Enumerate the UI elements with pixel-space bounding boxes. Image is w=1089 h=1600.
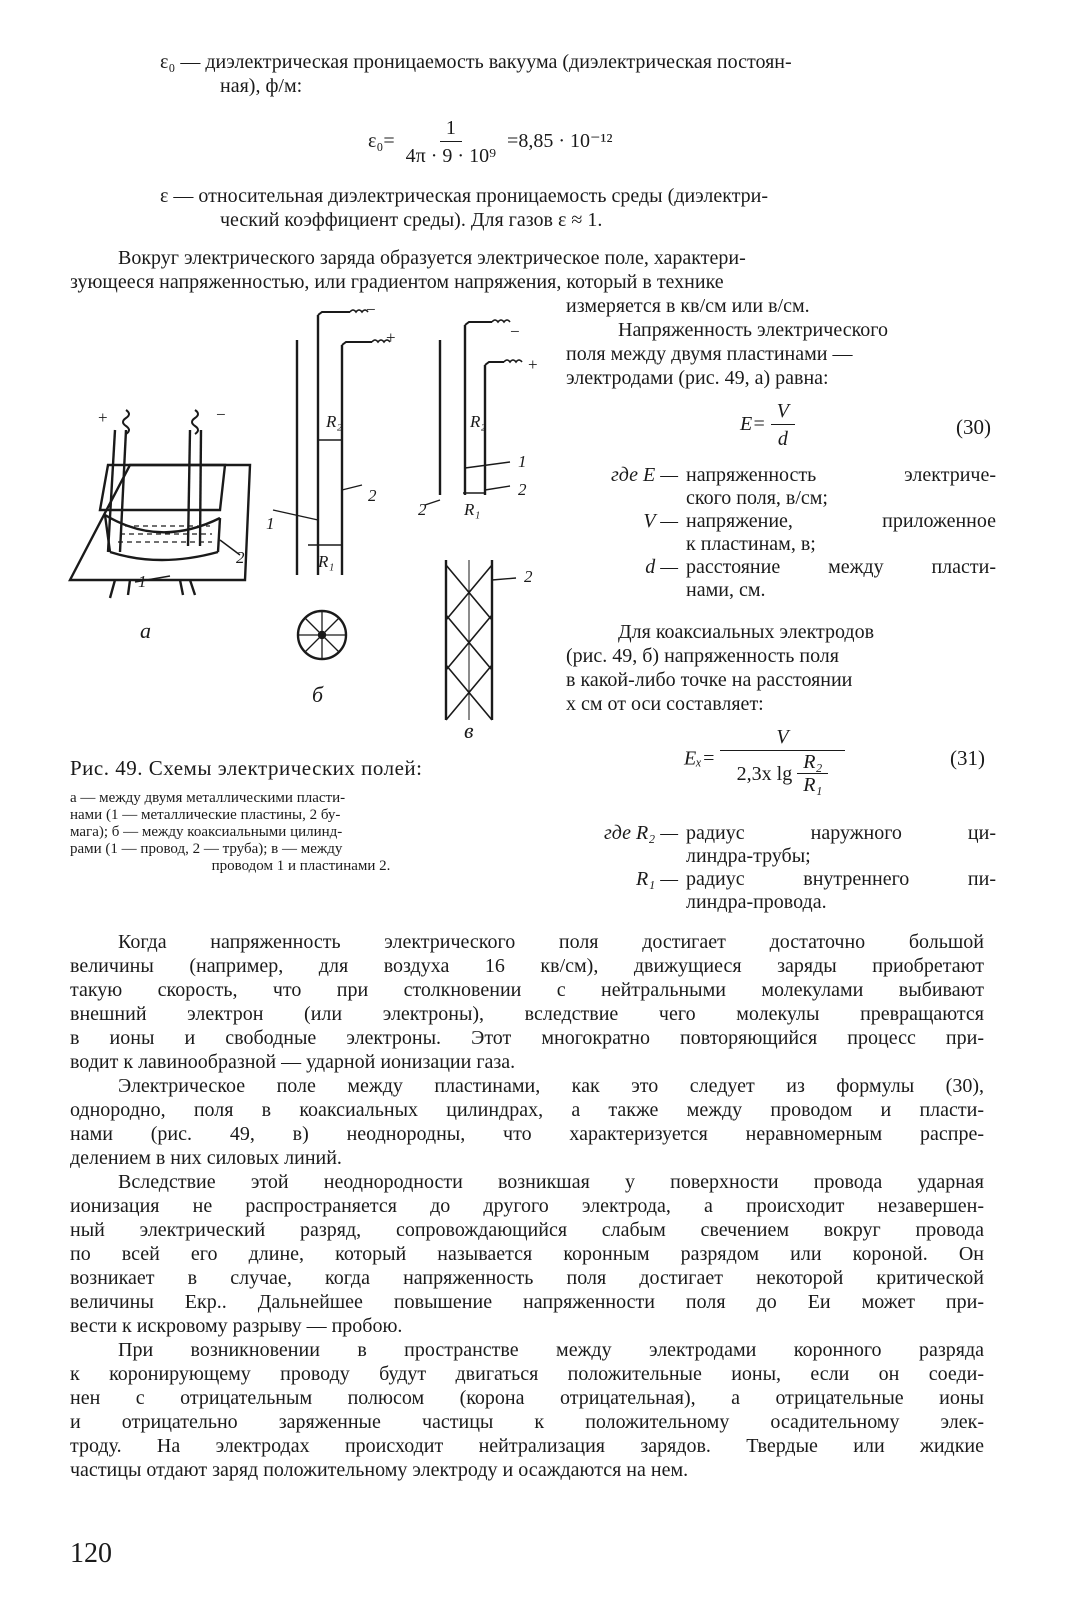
label-r1-b: R₁ bbox=[318, 552, 335, 571]
label-r2-b: R₂ bbox=[326, 412, 343, 431]
text-line: ионизация не распространяется до другого электрода, а происходит незавершен- bbox=[70, 1195, 984, 1217]
text-line: однородно, поля в коаксиальных цилиндрах, а также между проводом и пласти- bbox=[70, 1099, 984, 1121]
minus-sign: − bbox=[366, 300, 376, 319]
where-text: нами, см. bbox=[686, 579, 766, 601]
text-line: нен с отрицательным полюсом (корона отрицательная), а отрицательные ионы bbox=[70, 1387, 984, 1409]
label-2-b: 2 bbox=[368, 486, 377, 505]
text-line: в какой-либо точке на расстоянии bbox=[566, 669, 853, 691]
where-symbol: где R₂ — bbox=[604, 822, 678, 844]
where-row bbox=[566, 510, 996, 533]
body-paragraph-2 bbox=[70, 1074, 984, 1170]
figure-caption-title: Рис. 49. Схемы электрических полей: bbox=[70, 756, 423, 780]
text-line: делением в них силовых линий. bbox=[70, 1147, 342, 1169]
where-text: линдра-провода. bbox=[686, 891, 827, 913]
intro-paragraph bbox=[70, 246, 1000, 294]
where-symbol: где E — bbox=[610, 464, 678, 486]
where-row bbox=[566, 487, 996, 510]
label-1-b: 1 bbox=[266, 514, 275, 533]
text-line: возникает в случае, когда напряженность поля достигает некоторой критической bbox=[70, 1267, 984, 1289]
eps0-formula bbox=[368, 115, 613, 170]
caption-line: мага); б — между коаксиальными цилинд- bbox=[70, 824, 343, 840]
minus-sign: − bbox=[216, 405, 226, 424]
eps0-definition bbox=[160, 50, 1000, 98]
text-line: Напряженность электрического bbox=[618, 319, 888, 341]
text-line: в ионы и свободные электроны. Этот многократно повторяющийся процесс при- bbox=[70, 1027, 984, 1049]
text-line: измеряется в кв/см или в/см. bbox=[566, 295, 810, 317]
text-line: по всей его длине, который называется коронным разрядом или короной. Он bbox=[70, 1243, 984, 1265]
figure-label-a: а bbox=[140, 618, 151, 643]
text-line: внешний электрон (или электроны), вследствие чего молекулы превращаются bbox=[70, 1003, 984, 1025]
where-text: ского поля, в/см; bbox=[686, 487, 828, 509]
plus-sign: + bbox=[528, 355, 538, 374]
diagram-v-wire-plates bbox=[425, 320, 522, 720]
body-paragraph-3 bbox=[70, 1170, 984, 1338]
where-row bbox=[566, 556, 996, 579]
figure-caption-body bbox=[70, 790, 532, 875]
eps-definition bbox=[160, 184, 1000, 232]
formula-lhs: Eₓ= bbox=[684, 747, 716, 770]
figure-label-v: в bbox=[464, 718, 474, 743]
text-line: троду. На электродах происходит нейтрализация зарядов. Твердые или жидкие bbox=[70, 1435, 984, 1457]
body-paragraph-1 bbox=[70, 930, 984, 1074]
text-line: ный электрический разряд, сопровождающийся слабым свечением вокруг провода bbox=[70, 1219, 984, 1241]
numerator: V bbox=[720, 724, 844, 751]
where-text: к пластинам, в; bbox=[686, 533, 816, 555]
where-row bbox=[566, 868, 996, 891]
where-row bbox=[566, 533, 996, 556]
text-line: ε₀ — диэлектрическая проницаемость вакуума (диэлектрическая постоян- bbox=[160, 51, 792, 73]
text-line: величины (например, для воздуха 16 кв/см), движущиеся заряды приобретают bbox=[70, 955, 984, 977]
label-r1-v: R₁ bbox=[464, 500, 481, 519]
equation-number-30: (30) bbox=[956, 415, 991, 439]
where-text: радиус внутреннего пи- bbox=[686, 868, 996, 890]
label-r2-v: R₂ bbox=[470, 412, 487, 431]
minus-sign: − bbox=[510, 322, 520, 341]
caption-line: а — между двумя металлическими пласти- bbox=[70, 790, 346, 806]
where-symbol bbox=[566, 845, 686, 868]
denominator bbox=[731, 751, 835, 796]
where-text: расстояние между пласти- bbox=[686, 556, 996, 578]
coax-formula bbox=[684, 724, 845, 796]
text-line: величины Eкр.. Дальнейшее повышение напряженности поля до Eи может при- bbox=[70, 1291, 984, 1313]
label-2-v-left: 2 bbox=[418, 500, 427, 519]
text-line: Электрическое поле между пластинами, как это следует из формулы (30), bbox=[118, 1075, 984, 1097]
formula-lhs: E= bbox=[740, 413, 766, 436]
where-text: напряженность электриче- bbox=[686, 464, 996, 486]
body-paragraph-4 bbox=[70, 1338, 984, 1482]
caption-line: нами (1 — металлические пластины, 2 бу- bbox=[70, 807, 341, 823]
where-symbol: V — bbox=[643, 510, 678, 532]
diagram-a-plates bbox=[70, 410, 250, 598]
denominator: 4π · 9 · 10⁹ bbox=[405, 145, 497, 167]
where-symbol: R₁ — bbox=[636, 868, 678, 890]
label-1-v: 1 bbox=[518, 452, 527, 471]
text-line: При возникновении в пространстве между электродами коронного разряда bbox=[118, 1339, 984, 1361]
caption-line: рами (1 — провод, 2 — труба); в — между bbox=[70, 841, 343, 857]
where-list-30 bbox=[566, 464, 996, 602]
text-line: (рис. 49, б) напряженность поля bbox=[566, 645, 839, 667]
where-text: напряжение, приложенное bbox=[686, 510, 996, 532]
caption-line: проводом 1 и пластинами 2. bbox=[211, 858, 391, 874]
intro-line3 bbox=[566, 294, 1006, 318]
text-line: Вокруг электрического заряда образуется электрическое поле, характери- bbox=[118, 247, 746, 269]
label-2-v: 2 bbox=[518, 480, 527, 499]
text-line: к коронирующему проводу будут двигаться положительные ионы, если он соеди- bbox=[70, 1363, 984, 1385]
inner-numerator: R₂ bbox=[797, 751, 828, 774]
text-line: ческий коэффициент среды). Для газов ε ≈ 1. bbox=[220, 209, 603, 231]
fraction bbox=[771, 398, 795, 453]
fraction bbox=[400, 115, 502, 170]
text-line: Для коаксиальных электродов bbox=[618, 621, 875, 643]
plus-sign: + bbox=[98, 408, 108, 427]
text-line: электродами (рис. 49, а) равна: bbox=[566, 367, 829, 389]
page-number: 120 bbox=[70, 1538, 112, 1569]
diagram-b-coaxial bbox=[273, 310, 390, 659]
where-text: линдра-трубы; bbox=[686, 845, 811, 867]
text-line: ная), ф/м: bbox=[220, 75, 303, 97]
where-text: радиус наружного ци- bbox=[686, 822, 996, 844]
text-line: ε — относительная диэлектрическая проницаемость среды (диэлектри- bbox=[160, 185, 769, 207]
text-line: нами (рис. 49, в) неоднородны, что характеризуется неравномерным распре- bbox=[70, 1123, 984, 1145]
text-line: и отрицательно заряженные частицы к положительному осадительному элек- bbox=[70, 1411, 984, 1433]
text-line: водит к лавинообразной — ударной ионизации газа. bbox=[70, 1051, 516, 1073]
where-row bbox=[566, 845, 996, 868]
plates-paragraph bbox=[566, 318, 992, 390]
formula-lhs: ε₀= bbox=[368, 130, 395, 153]
inner-denominator: R₁ bbox=[803, 774, 823, 796]
where-list-31 bbox=[566, 822, 996, 914]
where-row bbox=[566, 822, 996, 845]
formula-rhs: =8,85 · 10⁻¹² bbox=[507, 130, 613, 153]
label-2-a: 2 bbox=[236, 548, 245, 567]
text-line: частицы отдают заряд положительному электроду и осаждаются на нем. bbox=[70, 1459, 689, 1481]
label-2-v-bottom: 2 bbox=[524, 567, 533, 586]
denominator-prefix: 2,3x lg bbox=[736, 762, 793, 785]
plates-formula bbox=[740, 398, 795, 453]
numerator: 1 bbox=[440, 115, 462, 142]
where-row bbox=[566, 579, 996, 602]
where-symbol bbox=[566, 891, 686, 914]
figure-label-b: б bbox=[312, 682, 324, 707]
text-line: поля между двумя пластинами — bbox=[566, 343, 853, 365]
fraction bbox=[720, 724, 844, 796]
label-1-a: 1 bbox=[138, 572, 147, 591]
equation-number-31: (31) bbox=[950, 746, 985, 770]
text-line: x см от оси составляет: bbox=[566, 693, 764, 715]
denominator: d bbox=[777, 428, 788, 450]
text-line: вести к искровому разрыву — пробою. bbox=[70, 1315, 403, 1337]
text-line: Вследствие этой неоднородности возникшая у поверхности провода ударная bbox=[118, 1171, 984, 1193]
numerator: V bbox=[771, 398, 795, 425]
where-row bbox=[566, 891, 996, 914]
coax-paragraph bbox=[566, 620, 992, 716]
where-symbol: d — bbox=[645, 556, 678, 578]
inner-fraction bbox=[797, 751, 828, 796]
text-line: такую скорость, что при столкновении с нейтральными молекулами выбивают bbox=[70, 979, 984, 1001]
where-row bbox=[566, 464, 996, 487]
text-line: зующееся напряженностью, или градиентом напряжения, который в технике bbox=[70, 271, 724, 293]
text-line: Когда напряженность электрического поля достигает достаточно большой bbox=[118, 931, 984, 953]
plus-sign: + bbox=[386, 328, 396, 347]
